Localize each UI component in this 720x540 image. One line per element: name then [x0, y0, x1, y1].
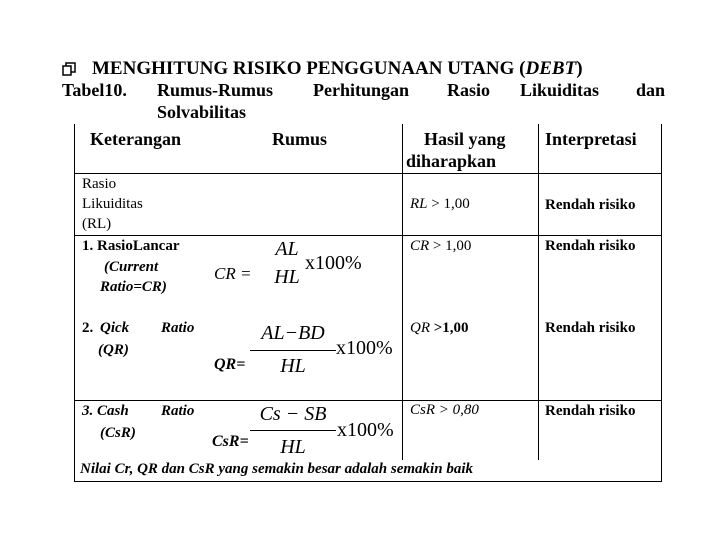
row-interpretasi: Rendah risiko: [545, 320, 636, 336]
header-interpretasi: Interpretasi: [545, 129, 637, 149]
heading-text: MENGHITUNG RISIKO PENGGUNAAN UTANG (DEBT): [92, 58, 583, 79]
formula-numerator: AL−BD: [261, 322, 325, 344]
caption-word: Perhitungan: [313, 80, 410, 100]
caption-word: Rasio: [447, 80, 491, 100]
caption-line2: Solvabilitas: [157, 102, 247, 122]
caption-word: dan: [636, 80, 666, 100]
row-label: (RL): [82, 216, 112, 232]
row-label: 2.: [82, 320, 94, 336]
formula-numerator: Cs − SB: [259, 403, 327, 425]
formula-denominator: HL: [280, 355, 306, 377]
square-bullet-icon: [62, 62, 76, 76]
formula-multiplier: x100%: [336, 337, 393, 359]
row-interpretasi: Rendah risiko: [545, 238, 636, 254]
row-label: 3. Cash: [82, 403, 129, 419]
row-label: 1. RasioLancar: [82, 238, 180, 254]
row-label: Ratio=CR): [100, 279, 167, 295]
row-interpretasi: Rendah risiko: [545, 403, 636, 419]
row-hasil: RL > 1,00: [410, 196, 470, 212]
row-label: (Current: [104, 259, 159, 275]
formula-denominator: HL: [274, 266, 300, 288]
formula-lhs: CsR=: [212, 433, 249, 450]
row-interpretasi: Rendah risiko: [545, 197, 636, 213]
formula-numerator: AL: [275, 238, 299, 260]
row-hasil: QR >1,00: [410, 320, 469, 336]
caption-word: Likuiditas: [520, 80, 600, 100]
row-label: Ratio: [161, 403, 195, 419]
header-rumus: Rumus: [272, 129, 328, 149]
formula-multiplier: x100%: [305, 252, 362, 274]
header-hasil: Hasil yang: [424, 129, 506, 149]
row-label: (QR): [98, 342, 129, 358]
header-keterangan: Keterangan: [90, 129, 181, 149]
table-footnote: Nilai Cr, QR dan CsR yang semakin besar adalah semakin baik: [80, 461, 473, 477]
row-label: Qick: [100, 320, 130, 336]
caption-label: Tabel10.: [62, 80, 127, 100]
row-label: Ratio: [161, 320, 195, 336]
caption-word: Rumus-Rumus: [157, 80, 274, 100]
row-hasil: CsR > 0,80: [410, 402, 479, 418]
header-hasil-2: diharapkan: [406, 151, 497, 171]
row-label: (CsR): [100, 425, 136, 441]
row-label: Likuiditas: [82, 196, 143, 212]
row-label: Rasio: [82, 176, 117, 192]
formula-lhs: QR=: [214, 356, 246, 373]
formula-multiplier: x100%: [337, 419, 394, 441]
formula-denominator: HL: [280, 436, 306, 458]
formula-lhs: CR =: [214, 264, 252, 283]
row-hasil: CR > 1,00: [410, 238, 472, 254]
